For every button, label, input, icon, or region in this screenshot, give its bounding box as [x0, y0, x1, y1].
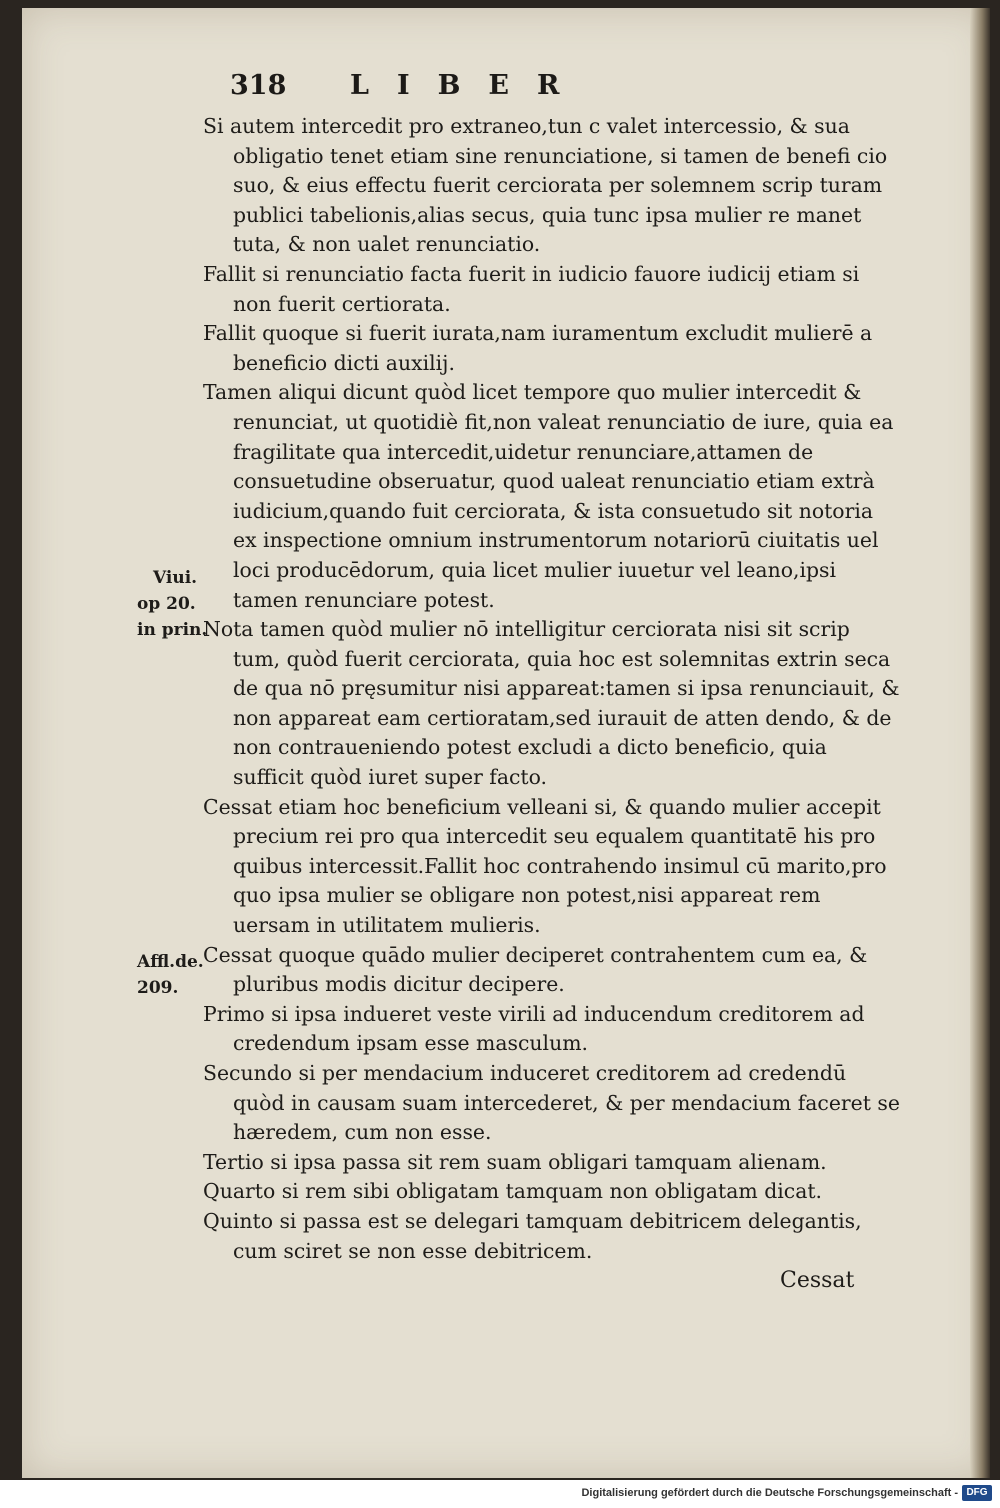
- paragraph: Secundo si per mendacium induceret creditorem ad credendū quòd in causam suam intercederet, & per mendacium faceret se hæredem, cum non esse.: [203, 1061, 900, 1145]
- paragraph: Nota tamen quòd mulier nō intelligitur cerciorata nisi sit scrip tum, quòd fuerit cerciorata, quia hoc est solemnitas extrin seca de qua nō pręsumitur nisi appareat:tamen si ipsa renunciauit, & non appareat eam certioratam,sed iurauit de atten dendo, & de non contraueniendo potest excludi a dicto beneficio, quia sufficit quòd iuret super facto.: [203, 617, 900, 790]
- margin-note: Viui.: [153, 568, 198, 588]
- page-edge: [970, 8, 990, 1478]
- paragraph: Primo si ipsa indueret veste virili ad inducendum creditorem ad credendum ipsam esse masculum.: [203, 1001, 865, 1056]
- paragraph: Quinto si passa est se delegari tamquam debitricem delegantis, cum sciret se non esse debitricem.: [203, 1208, 862, 1263]
- footer-bar: [0, 1480, 1000, 1508]
- margin-note: in prin.: [137, 620, 208, 640]
- paragraph: Tertio si ipsa passa sit rem suam obligari tamquam alienam.: [203, 1149, 827, 1174]
- paragraph: Fallit si renunciatio facta fuerit in iudicio fauore iudicij etiam si non fuerit certiorata.: [203, 261, 860, 316]
- paragraph: Si autem intercedit pro extraneo,tun c valet intercessio, & sua obligatio tenet etiam sine renunciatione, si tamen de benefi cio suo, & eius effectu fuerit cerciorata per solemnem scrip turam publici tabelionis,alias secus, quia tunc ipsa mulier re manet tuta, & non ualet renunciatio.: [203, 114, 888, 257]
- margin-note: Affl.de.: [137, 952, 204, 972]
- page-number: 318: [230, 70, 287, 101]
- paragraph: Fallit quoque si fuerit iurata,nam iuramentum excludit mulierē a beneficio dicti auxilij.: [203, 321, 873, 375]
- paragraph: Cessat quoque quādo mulier deciperet contrahentem cum ea, & pluribus modis dicitur decipere.: [203, 942, 868, 997]
- paragraph: Quarto si rem sibi obligatam tamquam non obligatam dicat.: [203, 1179, 823, 1204]
- margin-note: 209.: [137, 978, 179, 998]
- running-title: LIBER: [350, 70, 588, 101]
- dfg-logo-icon: DFG: [962, 1485, 992, 1501]
- footer-credit: Digitalisierung gefördert durch die Deutsche Forschungsgemeinschaft -: [581, 1487, 958, 1499]
- paragraph: Cessat etiam hoc beneficium velleani si, & quando mulier accepit precium rei pro qua intercedit seu equalem quantitatē his pro quibus intercessit.Fallit hoc contrahendo insimul cū marito,pro quo ipsa mulier se obligare non potest,nisi appareat rem uersam in utilitatem mulieris.: [203, 794, 887, 938]
- margin-note: op 20.: [137, 594, 196, 614]
- body-text: [203, 112, 903, 1266]
- catchword: Cessat: [780, 1268, 855, 1293]
- paragraph: Tamen aliqui dicunt quòd licet tempore quo mulier intercedit & renunciat, ut quotidiè fit,non valeat renunciatio de iure, quia ea fragilitate qua intercedit,uidetur renunciare,attamen de consuetudine obseruatur, quod ualeat renunciatio etiam extrà iudicium,quando fuit cerciorata, & ista consuetudo sit notoria ex inspectione omnium instrumentorum notariorū ciuitatis uel loci producēdorum, quia licet mulier iuuetur vel leano,ipsi tamen renunciare potest.: [203, 380, 894, 612]
